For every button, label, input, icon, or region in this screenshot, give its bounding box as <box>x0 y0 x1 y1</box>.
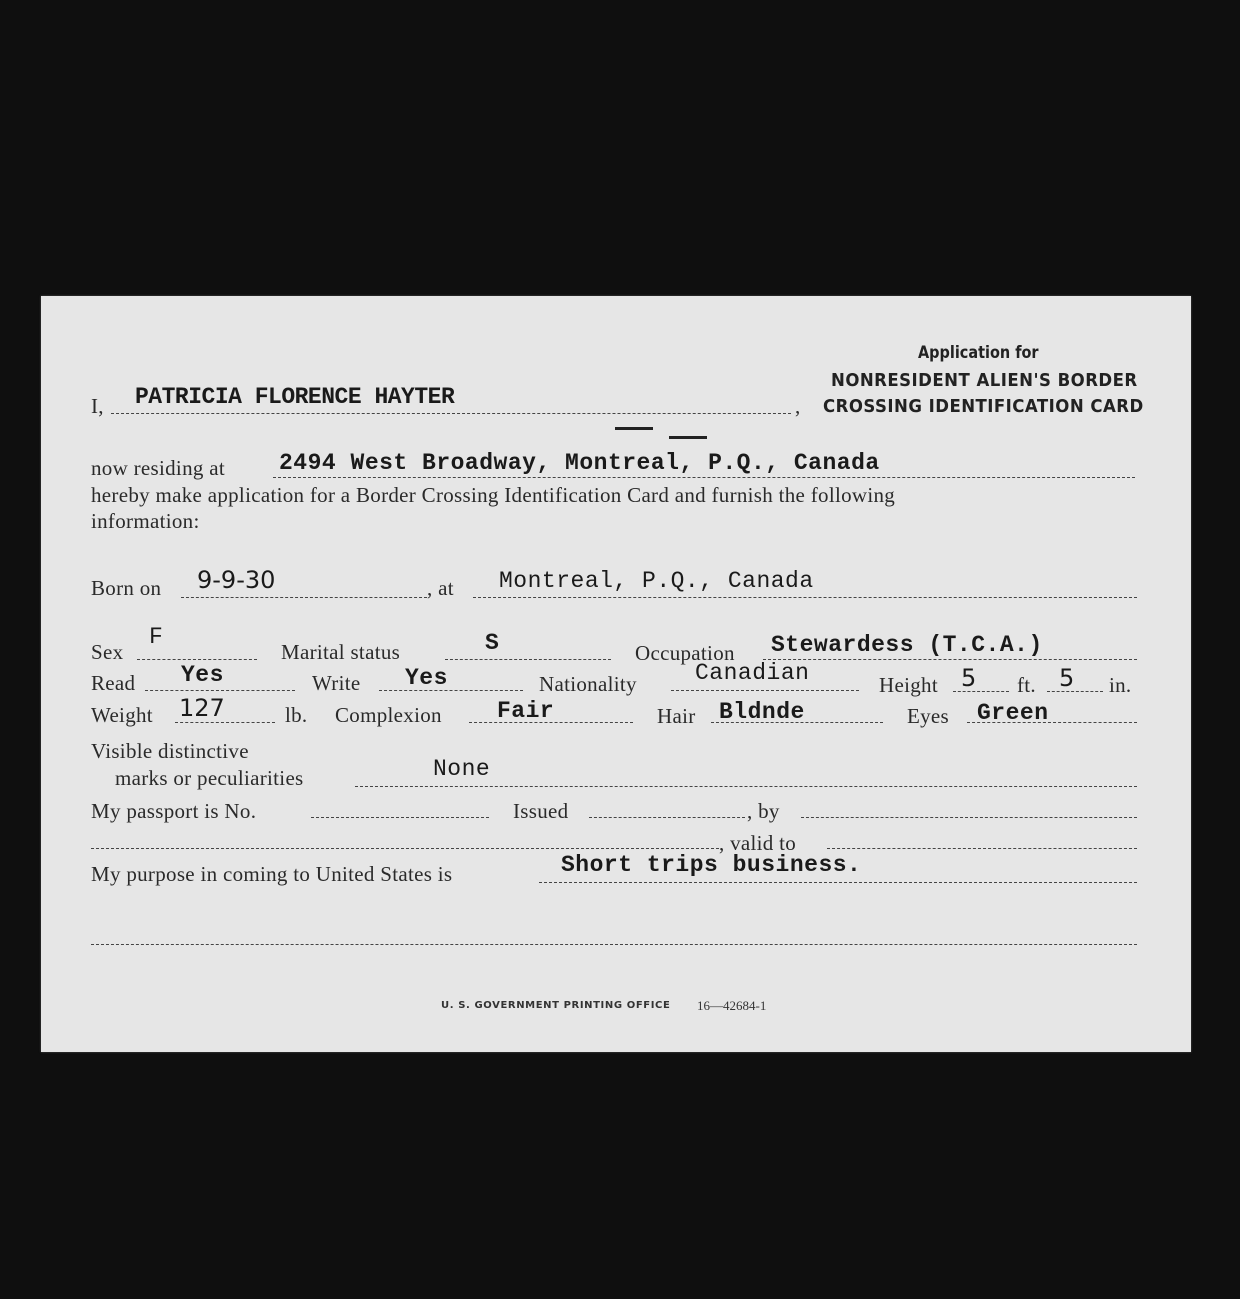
read-label: Read <box>91 671 136 695</box>
birth-place-line <box>473 597 1137 598</box>
form-number: 16—42684-1 <box>697 998 767 1013</box>
occupation-label: Occupation <box>635 641 735 665</box>
nationality-line <box>671 690 859 691</box>
valid-to-label: , valid to <box>719 831 797 855</box>
hair-label: Hair <box>657 704 696 728</box>
sex-value: F <box>149 624 164 650</box>
birth-date: 9-9-30 <box>197 566 276 594</box>
ink-mark <box>615 427 653 430</box>
nationality-label: Nationality <box>539 672 637 696</box>
name-line <box>111 413 791 414</box>
marital-line <box>445 659 611 660</box>
residence-line <box>273 477 1135 478</box>
valid-to-line <box>827 848 1137 849</box>
header-application-for: Application for <box>918 343 1039 363</box>
occupation-value: Stewardess (T.C.A.) <box>771 632 1043 658</box>
occupation-line <box>763 659 1137 660</box>
name-prefix: I, <box>91 394 104 418</box>
eyes-value: Green <box>977 700 1049 726</box>
lb-label: lb. <box>285 703 308 727</box>
weight-value: 127 <box>179 694 225 722</box>
purpose-line <box>539 882 1137 883</box>
ft-label: ft. <box>1017 673 1036 697</box>
residence-label: now residing at <box>91 456 225 480</box>
read-value: Yes <box>181 662 224 688</box>
name-suffix: , <box>795 394 801 418</box>
height-label: Height <box>879 673 938 697</box>
in-label: in. <box>1109 673 1132 697</box>
marks-label-line2: marks or peculiarities <box>115 766 304 790</box>
eyes-label: Eyes <box>907 704 950 728</box>
marital-value: S <box>485 630 500 656</box>
issued-line <box>589 817 745 818</box>
marks-value: None <box>433 756 491 782</box>
purpose-label: My purpose in coming to United States is <box>91 862 453 886</box>
by-line <box>801 817 1137 818</box>
born-date-line <box>181 597 427 598</box>
marital-label: Marital status <box>281 640 401 664</box>
ink-mark <box>669 436 707 439</box>
marks-line <box>355 786 1137 787</box>
weight-line <box>175 722 275 723</box>
marks-label-line1: Visible distinctive <box>91 739 249 763</box>
statement-line1: hereby make application for a Border Crossing Identification Card and furnish the following <box>91 483 896 507</box>
passport-label: My passport is No. <box>91 799 257 823</box>
write-label: Write <box>312 671 361 695</box>
printing-office: U. S. GOVERNMENT PRINTING OFFICE <box>441 1000 671 1011</box>
statement-line2: information: <box>91 509 200 533</box>
born-at-label: , at <box>427 576 454 600</box>
write-value: Yes <box>405 665 448 691</box>
read-line <box>145 690 295 691</box>
header-title-line1: NONRESIDENT ALIEN'S BORDER <box>831 370 1138 391</box>
purpose-value: Short trips business. <box>561 852 862 878</box>
born-label: Born on <box>91 576 162 600</box>
purpose-continuation-line <box>91 944 1137 945</box>
nationality-value: Canadian <box>695 660 810 686</box>
residence-value: 2494 West Broadway, Montreal, P.Q., Canada <box>279 450 880 476</box>
passport-continuation-line <box>91 848 719 849</box>
height-in-line <box>1047 691 1103 692</box>
write-line <box>379 690 523 691</box>
complexion-label: Complexion <box>335 703 442 727</box>
header-title-line2: CROSSING IDENTIFICATION CARD <box>823 396 1144 417</box>
sex-label: Sex <box>91 640 124 664</box>
identification-card-form <box>41 296 1191 1052</box>
complexion-value: Fair <box>497 698 555 724</box>
by-label: , by <box>747 799 780 823</box>
height-in-value: 5 <box>1059 664 1075 692</box>
hair-value: Bldnde <box>719 699 805 725</box>
weight-label: Weight <box>91 703 153 727</box>
issued-label: Issued <box>513 799 569 823</box>
passport-number-line <box>311 817 489 818</box>
birth-place: Montreal, P.Q., Canada <box>499 568 814 594</box>
applicant-name: PATRICIA FLORENCE HAYTER <box>135 384 455 410</box>
sex-line <box>137 659 257 660</box>
height-ft-value: 5 <box>961 664 977 692</box>
